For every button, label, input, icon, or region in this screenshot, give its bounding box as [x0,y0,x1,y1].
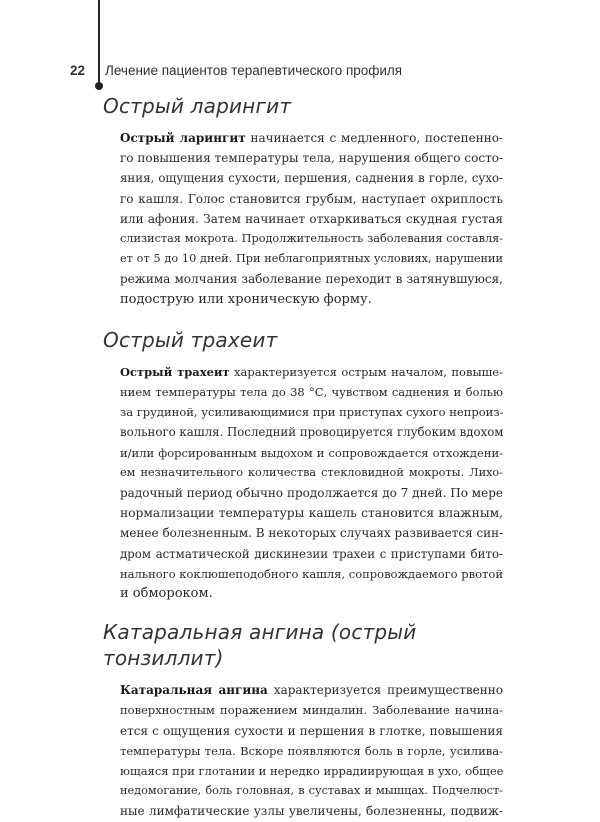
section-heading-tracheitis: Острый трахеит [103,327,278,352]
paragraph-line: вольного кашля. Последний провоцируется глубоким вдохом [120,425,504,440]
paragraph-tonsillitis [103,680,503,821]
paragraph-line: ем незначительного количества стекловидной мокроты. Лихо- [120,465,503,479]
running-header [70,63,402,78]
paragraph-line: нального коклюшеподобного кашля, сопровождаемого рвотой [120,566,503,581]
running-title: Лечение пациентов терапевтического профиля [105,63,403,78]
paragraph-line: радочный период обычно продолжается до 7 дней. По мере [120,486,503,501]
paragraph-line: дром астматической дискинезии трахеи с приступами бито- [120,546,503,561]
paragraph-line: Острый ларингит начинается с медленного, постепенно- [120,131,503,145]
paragraph-line: ет от 5 до 10 дней. При неблагоприятных условиях, нарушении [120,252,503,266]
paragraph-line: Катаральная ангина характеризуется преимущественно [120,683,503,698]
paragraph-line: за грудиной, усиливающимися при приступах сухого непроиз- [120,405,504,420]
paragraph-line: яния, ощущения сухости, першения, саднения в горле, сухо- [120,171,503,186]
paragraph-line: ющаяся при глотании и нередко иррадиирующая в ухо, общее [120,764,504,779]
paragraph-line: слизистая мокрота. Продолжительность заболевания составля- [120,232,503,246]
margin-rule-dot [95,82,103,90]
page-body [103,93,503,822]
paragraph-tracheitis [103,362,503,604]
section-heading-laryngitis: Острый ларингит [103,94,292,118]
paragraph-line: и обмороком. [120,586,213,602]
paragraph-line: нормализации температуры кашель становится влажным, [120,506,503,521]
paragraph-line: ные лимфатические узлы увеличены, болезненны, подвиж- [120,804,503,819]
paragraph-laryngitis [103,128,503,310]
paragraph-line: менее болезненным. В некоторых случаях развивается син- [120,526,504,541]
page-number: 22 [70,63,86,78]
paragraph-line: и/или форсированным выдохом и сопровождается отхождени- [120,445,503,460]
paragraph-line: Острый трахеит характеризуется острым началом, повыше- [120,364,503,379]
paragraph-line: нием температуры тела до 38 °С, чувством саднения и болью [120,385,503,400]
paragraph-line: поверхностным поражением миндалин. Заболевание начина- [120,703,503,718]
paragraph-line: го повышения температуры тела, нарушения общего состо- [120,151,503,166]
paragraph-line: ется с ощущения сухости и першения в глотке, повышения [120,723,503,738]
term-bold: Острый ларингит [120,131,246,145]
paragraph-line: или афония. Затем начинает отхаркиваться скудная густая [120,211,503,226]
paragraph-line: подострую или хроническую форму. [120,291,372,307]
paragraph-line: температуры тела. Вскоре появляются боль в горле, усилива- [120,743,503,758]
term-bold: Острый трахеит [120,364,230,379]
paragraph-line: недомогание, боль головная, в суставах и мышцах. Подчелюст- [120,784,503,798]
section-heading-tonsillitis: Катаральная ангина (острый тонзиллит) [103,620,417,671]
paragraph-line: го кашля. Голос становится грубым, наступает охриплость [120,191,503,206]
term-bold: Катаральная ангина [120,683,268,698]
paragraph-line: режима молчания заболевание переходит в затянувшуюся, [120,272,503,287]
